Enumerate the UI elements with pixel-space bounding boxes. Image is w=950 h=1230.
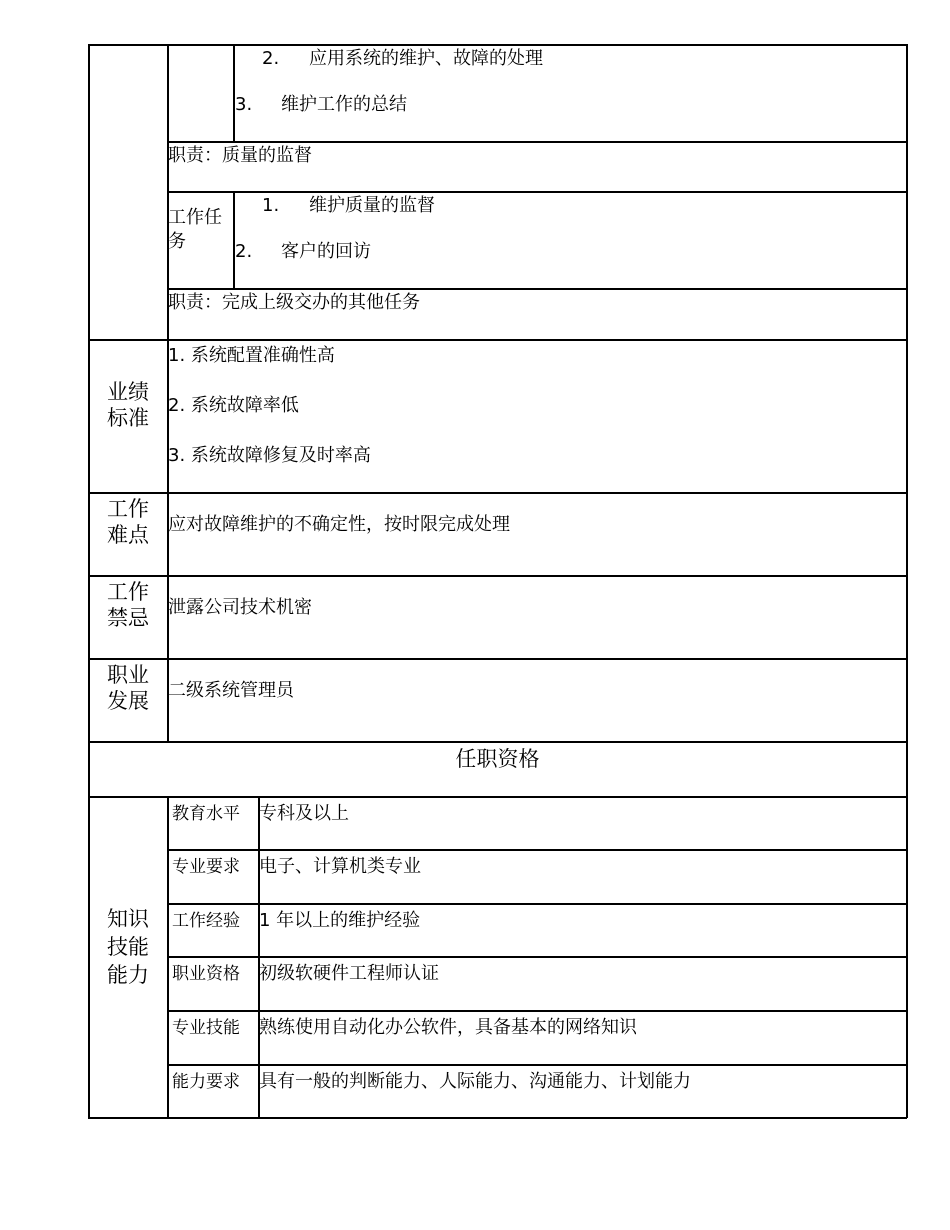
task-item-text: 应用系统的维护、故障的处理	[309, 48, 543, 69]
qualification-value: 专科及以上	[259, 803, 349, 824]
task-item-number: 2.	[235, 241, 253, 262]
qualification-value: 电子、计算机类专业	[259, 856, 421, 877]
row-divider	[88, 575, 907, 577]
task-item-number: 1.	[262, 195, 280, 216]
task-label-line1: 工作任	[168, 207, 222, 228]
row-divider	[167, 141, 907, 143]
performance-item: 2. 系统故障率低	[168, 395, 299, 416]
duty-other-tasks: 职责：完成上级交办的其他任务	[168, 292, 420, 313]
row-divider	[88, 796, 907, 798]
task-item-number: 3.	[235, 94, 253, 115]
table-border-top	[88, 44, 907, 46]
taboo-label-line: 工作	[107, 580, 149, 604]
task-item-text: 维护质量的监督	[309, 195, 435, 216]
career-label-line: 发展	[107, 689, 149, 713]
difficulty-text: 应对故障维护的不确定性，按时限完成处理	[168, 514, 510, 535]
performance-label-line: 业绩	[107, 380, 149, 404]
row-divider	[167, 1010, 907, 1012]
row-divider	[167, 903, 907, 905]
qualification-label: 能力要求	[172, 1072, 240, 1092]
taboo-label-line: 禁忌	[107, 606, 149, 630]
career-label-line: 职业	[107, 663, 149, 687]
qualification-value: 1 年以上的维护经验	[259, 910, 421, 931]
row-divider	[167, 849, 907, 851]
qualification-label: 工作经验	[172, 911, 240, 931]
qualification-label: 专业技能	[172, 1018, 240, 1038]
row-divider	[88, 658, 907, 660]
qualifications-group-label-line: 知识	[107, 907, 149, 931]
taboo-text: 泄露公司技术机密	[168, 597, 312, 618]
career-label	[89, 662, 167, 714]
performance-label-line: 标准	[107, 406, 149, 430]
task-item-text: 维护工作的总结	[281, 94, 407, 115]
duty-quality-supervision: 职责：质量的监督	[168, 145, 312, 166]
task-item-number: 2.	[262, 48, 280, 69]
row-divider	[88, 492, 907, 494]
row-divider	[88, 741, 907, 743]
row-divider	[88, 339, 907, 341]
row-divider	[167, 288, 907, 290]
qualifications-group-label	[89, 905, 167, 989]
qualifications-group-label-line: 技能	[107, 935, 149, 959]
difficulty-label-line: 难点	[107, 523, 149, 547]
difficulty-label	[89, 496, 167, 548]
row-divider	[167, 956, 907, 958]
task-column-divider-a	[233, 44, 235, 142]
table-border-bottom	[88, 1117, 907, 1119]
qualifications-section-title: 任职资格	[455, 747, 540, 771]
qualifications-group-label-line: 能力	[107, 963, 149, 987]
qualification-label: 职业资格	[172, 964, 240, 984]
performance-label	[89, 379, 167, 431]
difficulty-label-line: 工作	[107, 497, 149, 521]
qualification-value: 具有一般的判断能力、人际能力、沟通能力、计划能力	[259, 1071, 691, 1092]
row-divider	[167, 191, 907, 193]
qualification-label: 专业要求	[172, 857, 240, 877]
task-label-line2: 务	[168, 231, 186, 252]
qualification-value: 初级软硬件工程师认证	[259, 963, 439, 984]
qualification-label: 教育水平	[172, 804, 240, 824]
taboo-label	[89, 579, 167, 631]
performance-item: 3. 系统故障修复及时率高	[168, 445, 371, 466]
task-item-text: 客户的回访	[281, 241, 371, 262]
row-divider	[167, 1064, 907, 1066]
qualification-value: 熟练使用自动化办公软件，具备基本的网络知识	[259, 1017, 637, 1038]
career-text: 二级系统管理员	[168, 680, 294, 701]
performance-item: 1. 系统配置准确性高	[168, 345, 335, 366]
